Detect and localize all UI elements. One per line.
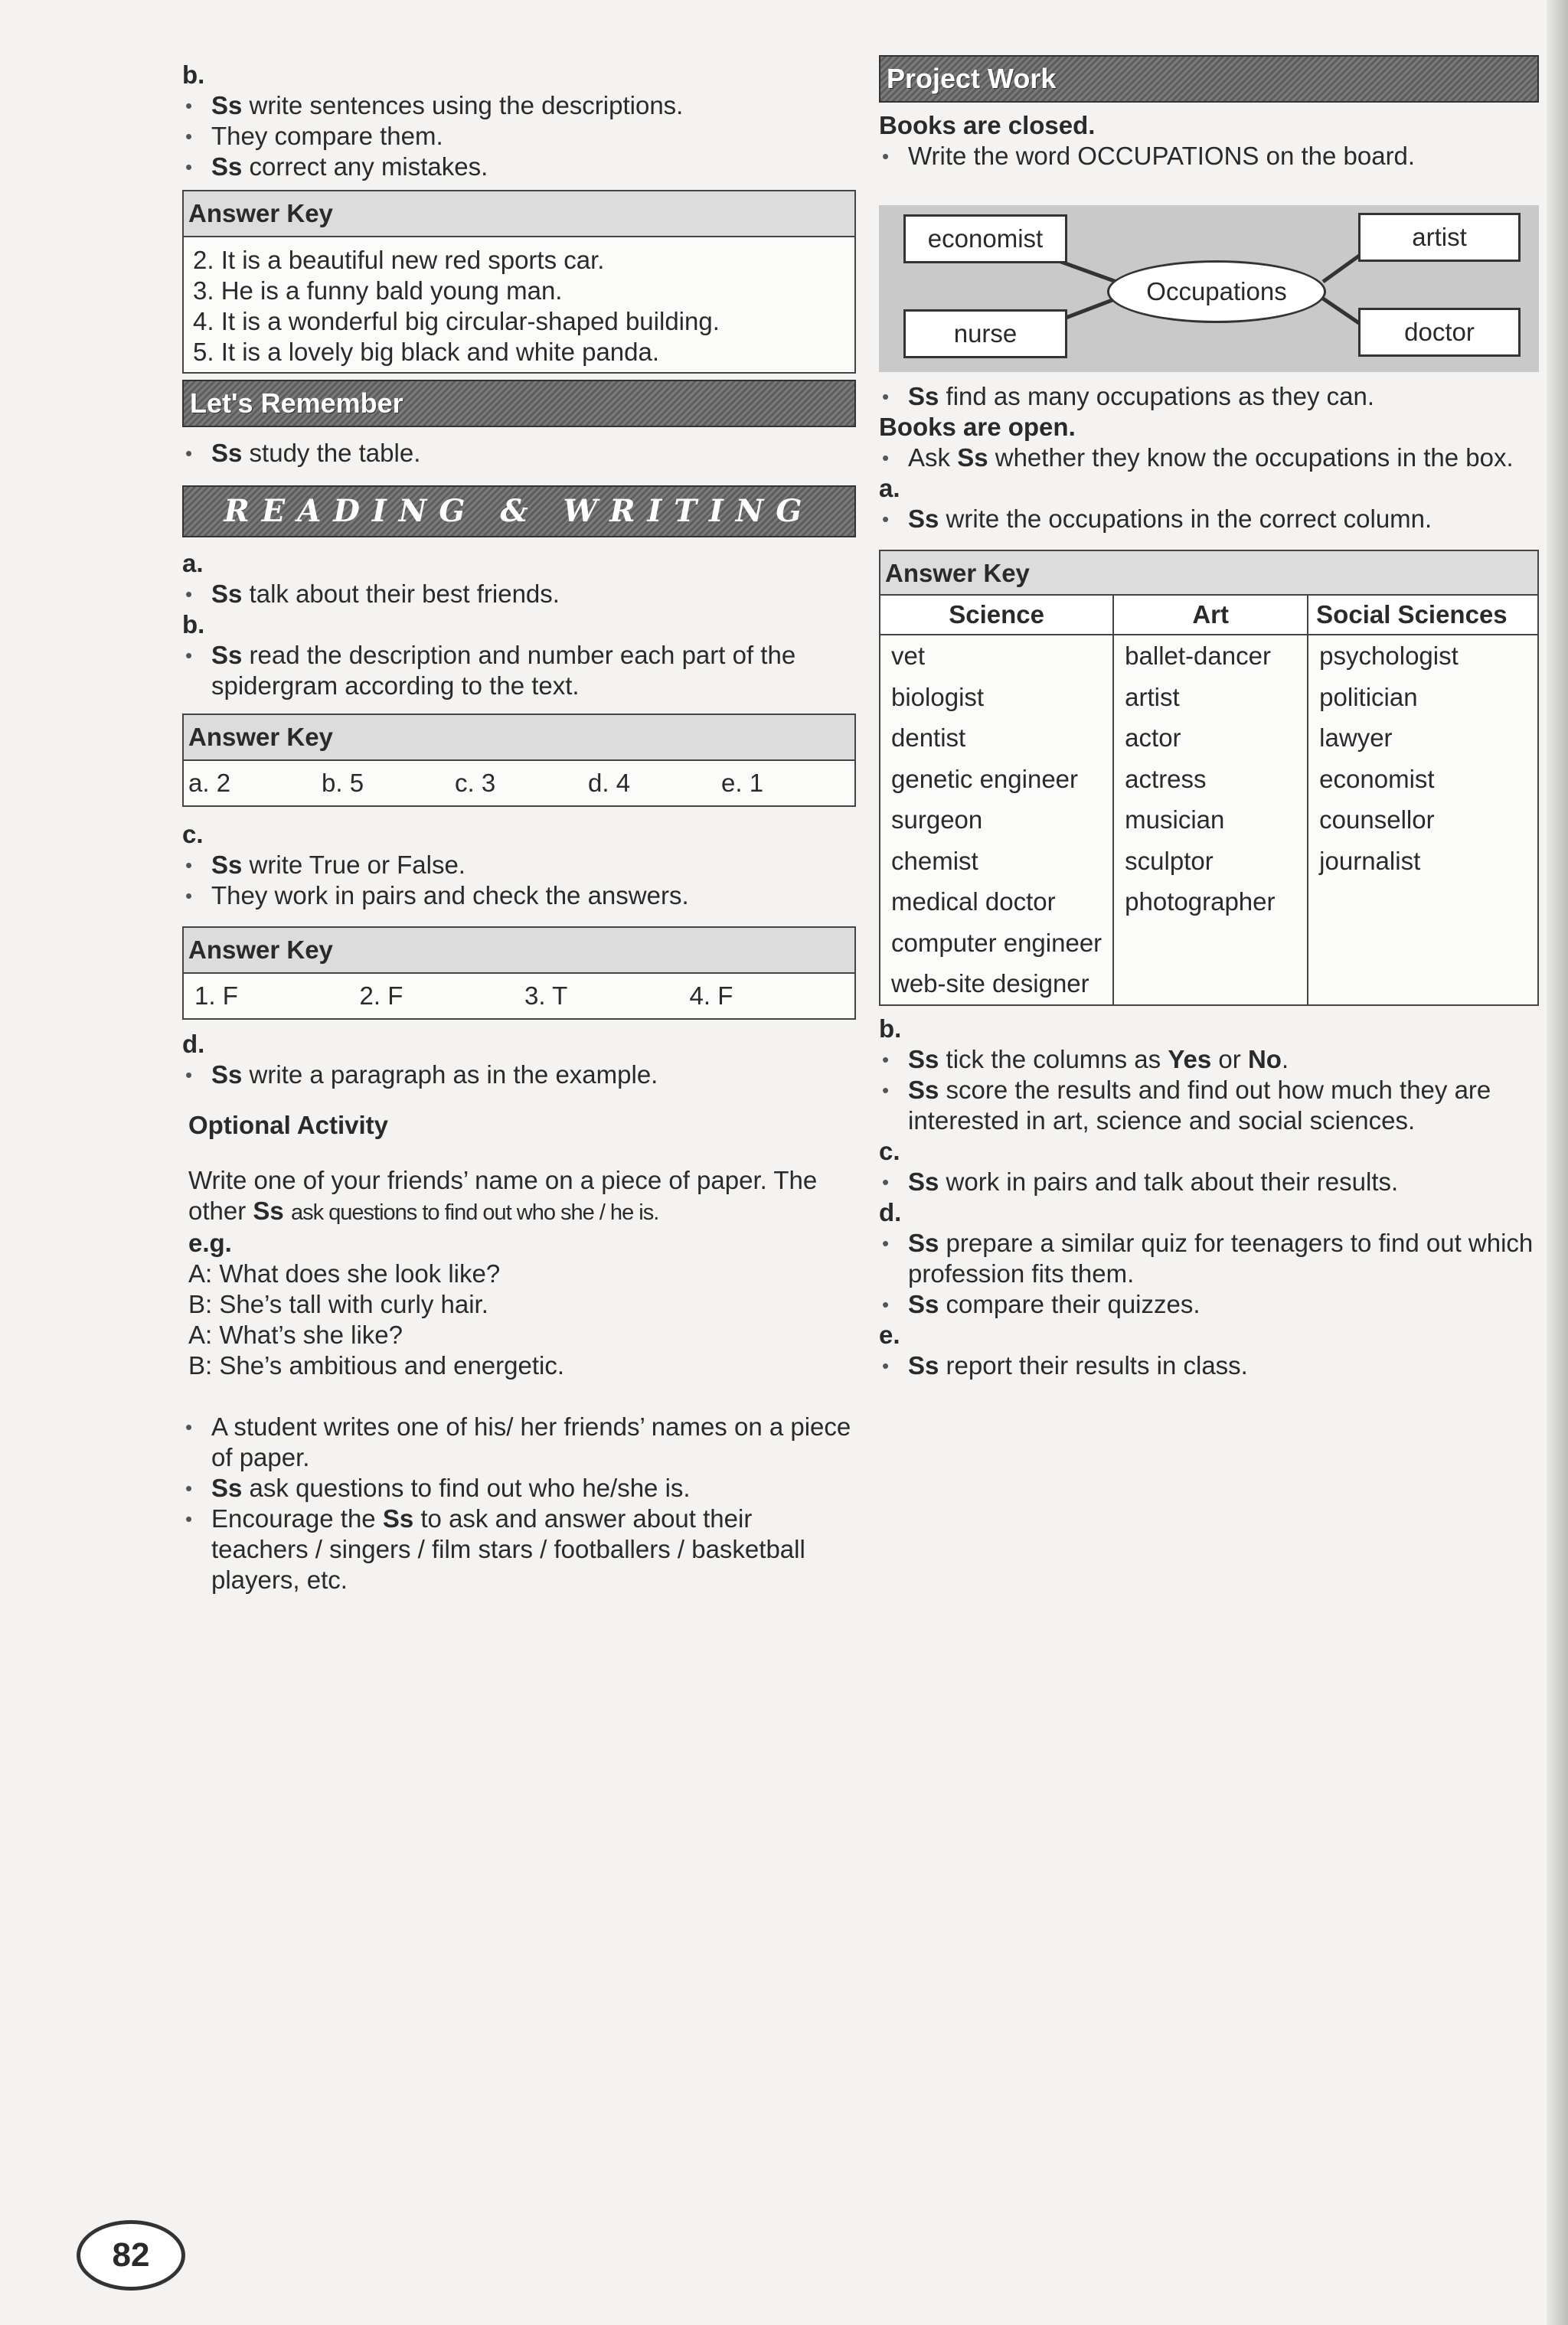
page-number: 82 xyxy=(77,2220,185,2291)
occupations-spidergram xyxy=(879,205,1539,372)
table-cell: musician xyxy=(1125,805,1225,834)
section-c-label: c. xyxy=(182,820,204,848)
table-cell: photographer xyxy=(1125,887,1276,916)
table-cell: journalist xyxy=(1319,846,1421,875)
bullet: • They work in pairs and check the answers. xyxy=(185,880,856,911)
left-column xyxy=(182,60,856,1595)
section-a-label: a. xyxy=(182,549,204,577)
table-cell: vet xyxy=(891,642,926,670)
table-cell: medical doctor xyxy=(891,887,1056,916)
answer-item: 5. It is a lovely big black and white panda. xyxy=(193,338,660,366)
section-b-label: b. xyxy=(879,1014,902,1043)
bullet: • Ss tick the columns as Yes or No. xyxy=(882,1044,1539,1075)
diagram-node-economist: economist xyxy=(903,214,1067,263)
bullet: • Ss correct any mistakes. xyxy=(185,152,856,182)
dialogue-line: A: What’s she like? xyxy=(188,1321,403,1349)
answer-item: 4. It is a wonderful big circular-shaped building. xyxy=(193,307,720,335)
column-header-art: Art xyxy=(1113,595,1308,635)
bullet: • Encourage the Ss to ask and answer about their teachers / singers / film stars / footballers / basketball players, etc. xyxy=(185,1504,856,1595)
table-cell: biologist xyxy=(891,682,985,711)
table-cell: actress xyxy=(1125,764,1207,793)
table-cell: sculptor xyxy=(1125,846,1214,875)
books-closed-label: Books are closed. xyxy=(879,111,1096,139)
table-cell: actor xyxy=(1125,723,1181,752)
page-edge-shadow xyxy=(1547,0,1568,2325)
answer-row xyxy=(184,761,854,805)
books-open-label: Books are open. xyxy=(879,413,1076,441)
section-b-label: b. xyxy=(182,610,205,638)
answer-key-title: Answer Key xyxy=(184,928,854,974)
bullet: • Ss work in pairs and talk about their results. xyxy=(882,1167,1539,1197)
optional-activity-title: Optional Activity xyxy=(188,1111,388,1139)
column-header-social-sciences: Social Sciences xyxy=(1308,595,1538,635)
section-e-label: e. xyxy=(879,1320,900,1349)
occupations-answer-key xyxy=(879,550,1539,1006)
answer-item: 2. F xyxy=(359,981,403,1010)
answer-key-title: Answer Key xyxy=(880,551,1537,596)
section-b-label: b. xyxy=(182,60,205,89)
section-a-label: a. xyxy=(879,474,900,502)
bullet: • Ss study the table. xyxy=(185,438,856,469)
bullet: • Ss talk about their best friends. xyxy=(185,579,856,609)
bullet: • Ss read the description and number each part of the spidergram according to the text. xyxy=(185,640,856,701)
bullet: • Ss score the results and find out how much they are interested in art, science and social sciences. xyxy=(882,1075,1539,1136)
answer-item: c. 3 xyxy=(455,769,496,797)
right-column xyxy=(879,55,1539,1381)
answer-key-box xyxy=(182,926,856,1020)
diagram-center-occupations: Occupations xyxy=(1107,260,1326,323)
section-d-label: d. xyxy=(182,1030,205,1058)
bullet: • Ss prepare a similar quiz for teenagers to find out which profession fits them. xyxy=(882,1228,1539,1289)
section-d-label: d. xyxy=(879,1197,902,1226)
table-header-row xyxy=(880,595,1538,635)
answer-item: d. 4 xyxy=(588,769,631,797)
table-cell: ballet-dancer xyxy=(1125,642,1271,670)
optional-activity-text xyxy=(188,1165,856,1381)
dialogue-line: B: She’s ambitious and energetic. xyxy=(188,1351,565,1380)
answer-key-title: Answer Key xyxy=(184,191,854,237)
answer-item: 4. F xyxy=(689,981,733,1010)
bullet: • A student writes one of his/ her friends’ names on a piece of paper. xyxy=(185,1412,856,1473)
bullet: • Ask Ss whether they know the occupations in the box. xyxy=(882,442,1539,473)
table-cell: artist xyxy=(1125,682,1180,711)
answer-item: a. 2 xyxy=(188,769,231,797)
dialogue-line: B: She’s tall with curly hair. xyxy=(188,1290,488,1318)
science-column xyxy=(880,635,1113,1005)
answer-item: 2. It is a beautiful new red sports car. xyxy=(193,246,605,274)
social-sciences-column xyxy=(1308,635,1538,1005)
answer-key-title: Answer Key xyxy=(184,715,854,761)
table-cell: chemist xyxy=(891,846,978,875)
diagram-node-doctor: doctor xyxy=(1358,308,1521,357)
section-c-label: c. xyxy=(879,1136,900,1165)
answer-item: b. 5 xyxy=(322,769,364,797)
bullet: • Ss write sentences using the descriptions. xyxy=(185,90,856,121)
table-cell: lawyer xyxy=(1319,723,1393,752)
table-cell: dentist xyxy=(891,723,966,752)
bullet: • Ss ask questions to find out who he/she is. xyxy=(185,1473,856,1504)
table-cell: economist xyxy=(1319,764,1435,793)
lets-remember-heading: Let's Remember xyxy=(182,380,856,427)
answer-key-box xyxy=(182,714,856,807)
bullet: • Ss compare their quizzes. xyxy=(882,1289,1539,1320)
paragraph-line: other Ss ask questions to find out who she / he is. xyxy=(188,1197,659,1225)
example-label: e.g. xyxy=(188,1229,232,1257)
table-row xyxy=(880,635,1538,1005)
table-cell: web-site designer xyxy=(891,969,1089,998)
paragraph-line: Write one of your friends’ name on a piece of paper. The xyxy=(188,1166,818,1194)
art-column xyxy=(1113,635,1308,1005)
bullet: • Ss write a paragraph as in the example. xyxy=(185,1060,856,1090)
table-cell: counsellor xyxy=(1319,805,1435,834)
diagram-node-nurse: nurse xyxy=(903,309,1067,358)
table-cell: psychologist xyxy=(1319,642,1459,670)
bullet: • Ss report their results in class. xyxy=(882,1350,1539,1381)
project-work-heading: Project Work xyxy=(879,55,1539,103)
occupations-table xyxy=(879,594,1539,1006)
answer-item: 1. F xyxy=(194,981,238,1010)
bullet: • Write the word OCCUPATIONS on the board. xyxy=(882,141,1539,171)
answer-row xyxy=(184,974,854,1018)
table-cell: politician xyxy=(1319,682,1418,711)
answer-item: 3. T xyxy=(524,981,568,1010)
diagram-node-artist: artist xyxy=(1358,213,1521,262)
bullet: • Ss find as many occupations as they can. xyxy=(882,381,1539,412)
bullet: • They compare them. xyxy=(185,121,856,152)
reading-writing-heading: READING & WRITING xyxy=(182,485,856,537)
table-cell: computer engineer xyxy=(891,928,1102,957)
answer-key-box xyxy=(182,190,856,374)
bullet: • Ss write True or False. xyxy=(185,850,856,880)
table-cell: surgeon xyxy=(891,805,983,834)
answer-item: 3. He is a funny bald young man. xyxy=(193,276,563,305)
table-cell: genetic engineer xyxy=(891,764,1079,793)
column-header-science: Science xyxy=(880,595,1113,635)
answer-item: e. 1 xyxy=(721,769,764,797)
dialogue-line: A: What does she look like? xyxy=(188,1259,501,1288)
bullet: • Ss write the occupations in the correct column. xyxy=(882,504,1539,534)
